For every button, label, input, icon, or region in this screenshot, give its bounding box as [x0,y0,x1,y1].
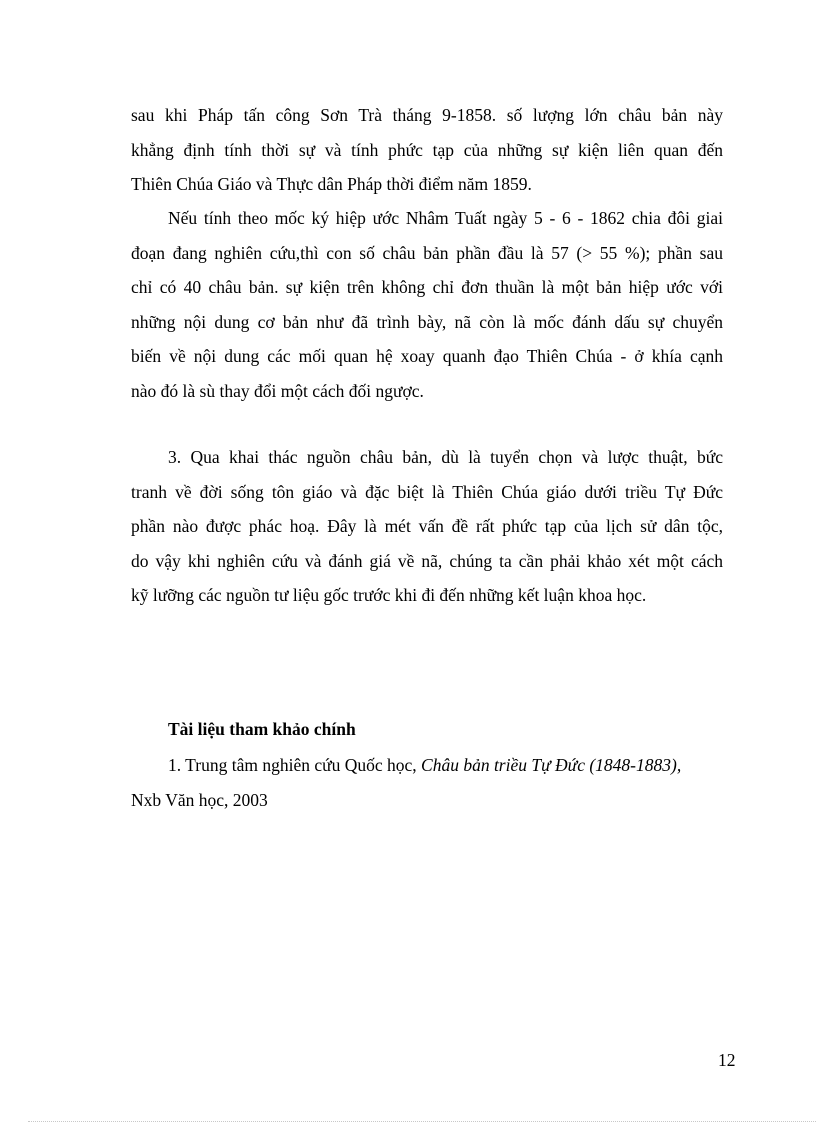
reference-item [131,748,723,783]
reference-author: 1. Trung tâm nghiên cứu Quốc học, [168,755,422,775]
text-line: những nội dung cơ bản như đã trình bày, nã còn là mốc đánh dấu sự chuyển [131,311,723,332]
text-line: Nếu tính theo mốc ký hiệp ước Nhâm Tuất ngày 5 - 6 - 1862 chia đôi giai [168,208,723,228]
text-line: chỉ có 40 châu bản. sự kiện trên không chỉ đơn thuần là một bản hiệp ước với [131,277,723,297]
text-line: kỹ lưỡng các nguồn tư liệu gốc trước khi đi đến những kết luận khoa học. [131,585,647,605]
paragraph-1 [131,98,723,202]
text-line: 3. Qua khai thác nguồn châu bản, dù là tuyển chọn và lược thuật, bức [168,447,723,467]
reference-publisher: Nxb Văn học, 2003 [131,789,268,810]
text-line: biến về nội dung các mối quan hệ xoay quanh đạo Thiên Chúa - ở khía cạnh [131,346,723,366]
text-line: sau khi Pháp tấn công Sơn Trà tháng 9-1858. số lượng lớn châu bản này [131,105,723,125]
text-line: tranh về đời sống tôn giáo và đặc biệt là Thiên Chúa giáo dưới triều Tự Đức [131,481,723,502]
text-line: đoạn đang nghiên cứu,thì con số châu bản phần đầu là 57 (> 55 %); phần sau [131,242,723,263]
text-line: Thiên Chúa Giáo và Thực dân Pháp thời điểm năm 1859. [131,174,532,194]
text-line: nào đó là sù thay đổi một cách đối ngược. [131,380,424,401]
page-number: 12 [718,1050,736,1070]
reference-title: Châu bản triều Tự Đức (1848-1883), [421,755,682,775]
references-heading: Tài liệu tham khảo chính [168,719,356,739]
text-line: phần nào được phác hoạ. Đây là mét vấn đề rất phức tạp của lịch sử dân tộc, [131,516,723,536]
text-line: khẳng định tính thời sự và tính phức tạp của những sự kiện liên quan đến [131,139,723,160]
paragraph-3 [131,440,723,613]
text-line: do vậy khi nghiên cứu và đánh giá về nã, chúng ta cần phải khảo xét một cách [131,550,723,571]
references-list [131,748,723,817]
page-bottom-divider [28,1121,816,1122]
paragraph-2 [131,201,723,408]
